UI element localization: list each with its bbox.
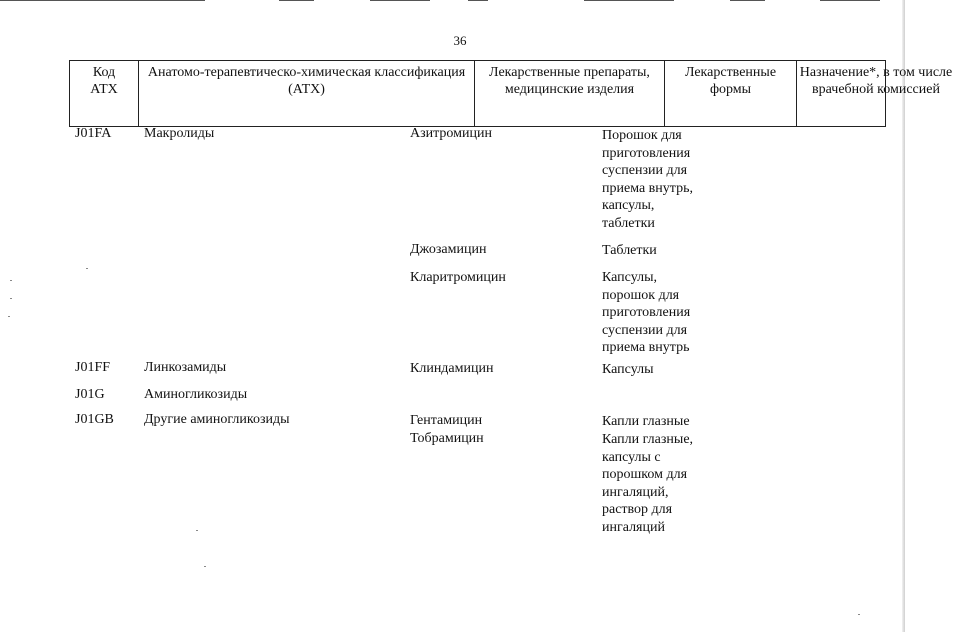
drug-forms: Капсулы <box>602 362 654 377</box>
header-purpose: Назначение*, в том числе врачебной комиссией <box>799 65 953 97</box>
header-drugs: Лекарственные препараты, медицинские изделия <box>475 61 665 126</box>
scan-mark <box>820 0 880 1</box>
table-row-code: J01GB <box>75 412 114 427</box>
header-code: Код АТХ <box>70 61 139 126</box>
table-row-code: J01FA <box>75 126 112 141</box>
drug-name: Тобрамицин <box>410 431 484 446</box>
drug-name: Джозамицин <box>410 242 487 257</box>
scan-speck <box>8 316 10 317</box>
scan-speck <box>204 566 206 567</box>
table-row-classification: Макролиды <box>144 126 215 141</box>
drug-name: Азитромицин <box>410 126 492 141</box>
table-row-classification: Аминогликозиды <box>144 387 248 402</box>
scan-speck <box>10 298 12 299</box>
scan-speck <box>10 280 12 281</box>
scan-mark <box>730 0 765 1</box>
scan-mark <box>584 0 674 1</box>
page-number: 36 <box>453 33 467 48</box>
drug-forms: Капли глазные <box>602 414 690 429</box>
drug-forms: Капсулы, порошок для приготовления суспензии для приема внутрь <box>602 270 691 355</box>
table-row-classification: Линкозамиды <box>144 360 227 375</box>
scan-mark <box>468 0 488 1</box>
table-header <box>69 60 953 127</box>
table-row-code: J01FF <box>75 360 111 375</box>
drug-forms: Таблетки <box>602 243 657 258</box>
drug-forms: Порошок для приготовления суспензии для приема внутрь, капсулы, таблетки <box>602 128 693 231</box>
table-row-code: J01G <box>75 387 105 402</box>
scan-speck <box>858 614 860 615</box>
scan-mark <box>279 0 314 1</box>
drug-forms: Капли глазные, капсулы с порошком для ингаляций, раствор для ингаляций <box>602 432 694 535</box>
drug-name: Кларитромицин <box>410 270 506 285</box>
header-forms: Лекарственные формы <box>665 61 797 126</box>
drug-name: Клиндамицин <box>410 361 494 376</box>
scan-mark <box>0 0 205 1</box>
drug-name: Гентамицин <box>410 413 483 428</box>
table-row-classification: Другие аминогликозиды <box>144 412 290 427</box>
header-classification: Анатомо-терапевтическо-химическая классификация (АТХ) <box>139 61 475 126</box>
scan-speck <box>196 530 198 531</box>
scan-mark <box>370 0 430 1</box>
scan-speck <box>86 268 88 269</box>
